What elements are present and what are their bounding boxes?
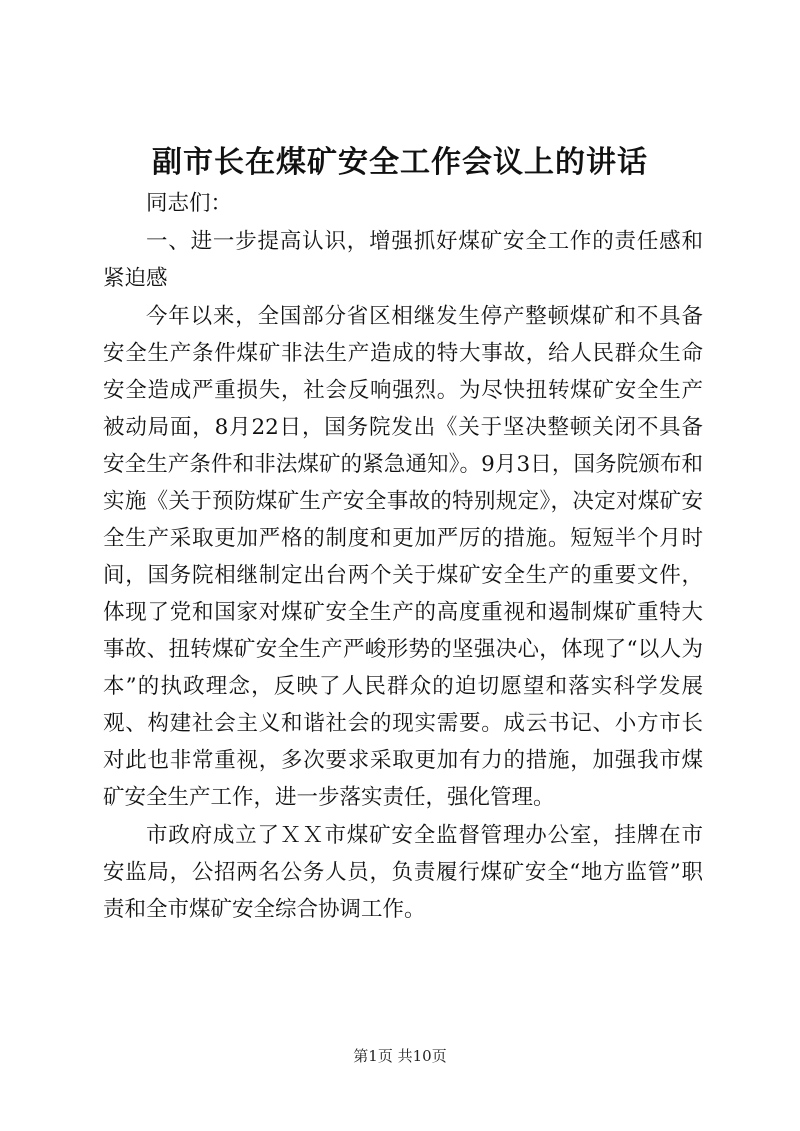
greeting-paragraph: 同志们： bbox=[146, 191, 233, 216]
body-paragraph: 今年以来，全国部分省区相继发生停产整顿煤矿和不具备安全生产条件煤矿非法生产造成的特大事故，给人民群众生命安全造成严重损失，社会反响强烈。为尽快扭转煤矿安全生产被动局面，8月22日，国务院发出《关于坚决整顿关闭不具备安全生产条件和非法煤矿的紧急通知》。9月3日，国务院颁布和实施《关于预防煤矿生产安全事故的特别规定》，决定对煤矿安全生产采取更加严格的制度和更加严厉的措施。短短半个月时间，国务院相继制定出台两个关于煤矿安全生产的重要文件，体现了党和国家对煤矿安全生产的高度重视和遏制煤矿重特大事故、扭转煤矿安全生产严峻形势的坚强决心，体现了“以人为本”的执政理念，反映了人民群众的迫切愿望和落实科学发展观、构建社会主义和谐社会的现实需要。成云书记、小方市长对此也非常重视，多次要求采取更加有力的措施，加强我市煤矿安全生产工作，进一步落实责任，强化管理。 bbox=[103, 304, 703, 810]
document-title: 副市长在煤矿安全工作会议上的讲话 bbox=[152, 145, 648, 180]
section-heading-paragraph: 一、进一步提高认识，增强抓好煤矿安全工作的责任感和紧迫感 bbox=[103, 229, 703, 291]
page-number-footer: 第1页 共10页 bbox=[353, 1047, 447, 1065]
document-body bbox=[103, 185, 703, 928]
body-paragraph: 市政府成立了ＸＸ市煤矿安全监督管理办公室，挂牌在市安监局，公招两名公务人员，负责履行煤矿安全“地方监管”职责和全市煤矿安全综合协调工作。 bbox=[103, 823, 703, 922]
